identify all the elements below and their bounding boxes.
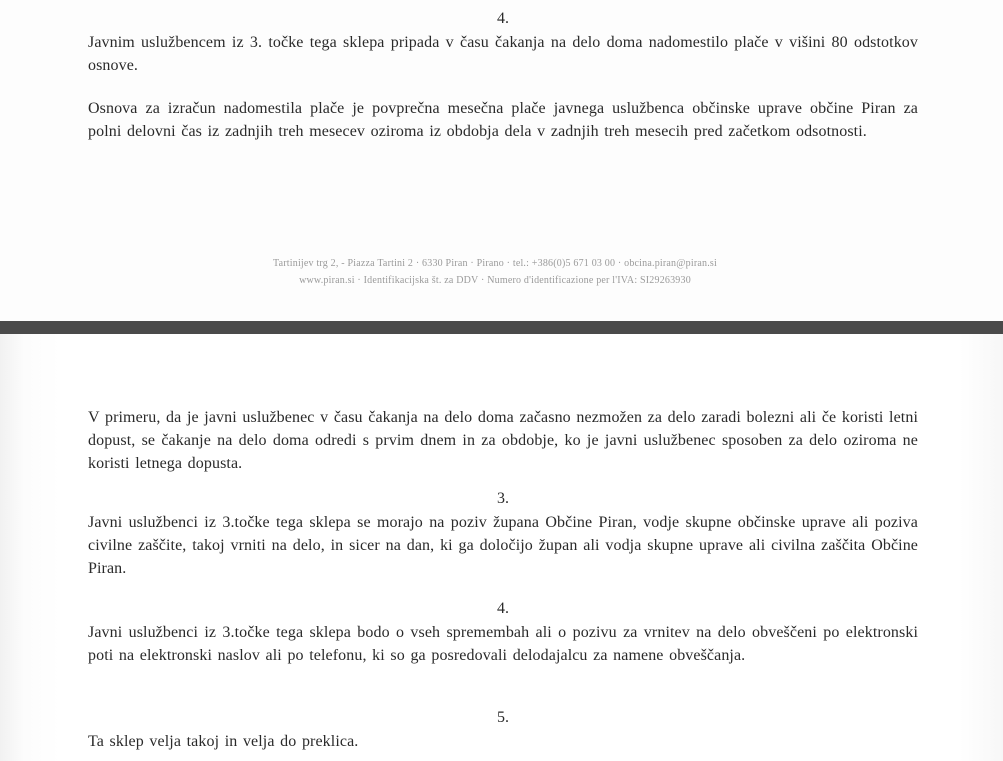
section-5-text: Ta sklep velja takoj in velja do preklica. bbox=[88, 733, 359, 750]
page-separator bbox=[0, 321, 1003, 334]
paragraph-sick-leave: V primeru, da je javni uslužbenec v času čakanja na delo doma začasno nezmožen za delo zaradi bolezni ali če koristi letni dopust, se čakanje na delo doma odredi s prvim dnem in za obdobje, ko je javni uslužbenec sposoben za delo oziroma ne koristi letnega dopusta. bbox=[88, 409, 918, 472]
footer-website-vat: www.piran.si · Identifikacijska št. za DDV · Numero d'identificazione per l'IVA: SI29263930 bbox=[299, 275, 691, 286]
section-number: 4. bbox=[497, 10, 509, 27]
section-4-number: 4. bbox=[497, 600, 509, 617]
section-5-number: 5. bbox=[497, 709, 509, 726]
document-page-top bbox=[0, 0, 1003, 321]
footer-address: Tartinijev trg 2, - Piazza Tartini 2 · 6330 Piran · Pirano · tel.: +386(0)5 671 03 00 · obcina.piran@piran.si bbox=[273, 258, 717, 269]
section-4-text: Javni uslužbenci iz 3.točke tega sklepa bodo o vseh spremembah ali o pozivu za vrnitev na delo obveščeni po elektronski poti na elektronski naslov ali po telefonu, ki so ga posredovali delodajalcu za namene obveščanja. bbox=[88, 624, 918, 664]
section-3-number: 3. bbox=[497, 490, 509, 507]
document-page-bottom bbox=[0, 334, 1003, 761]
paragraph-salary-basis: Osnova za izračun nadomestila plače je povprečna mesečna plače javnega uslužbenca občinske uprave občine Piran za polni delovni čas iz zadnjih treh mesecev oziroma iz obdobja dela v zadnjih treh mesecih pred začetkom odsotnosti. bbox=[88, 100, 918, 140]
paragraph-compensation: Javnim uslužbencem iz 3. točke tega sklepa pripada v času čakanja na delo doma nadomestilo plače v višini 80 odstotkov osnove. bbox=[88, 34, 918, 74]
section-3-text: Javni uslužbenci iz 3.točke tega sklepa se morajo na poziv župana Občine Piran, vodje skupne občinske uprave ali poziva civilne zaščite, takoj vrniti na delo, in sicer na dan, ki ga določijo župan ali vodja skupne uprave ali civilna zaščita Občine Piran. bbox=[88, 514, 918, 577]
